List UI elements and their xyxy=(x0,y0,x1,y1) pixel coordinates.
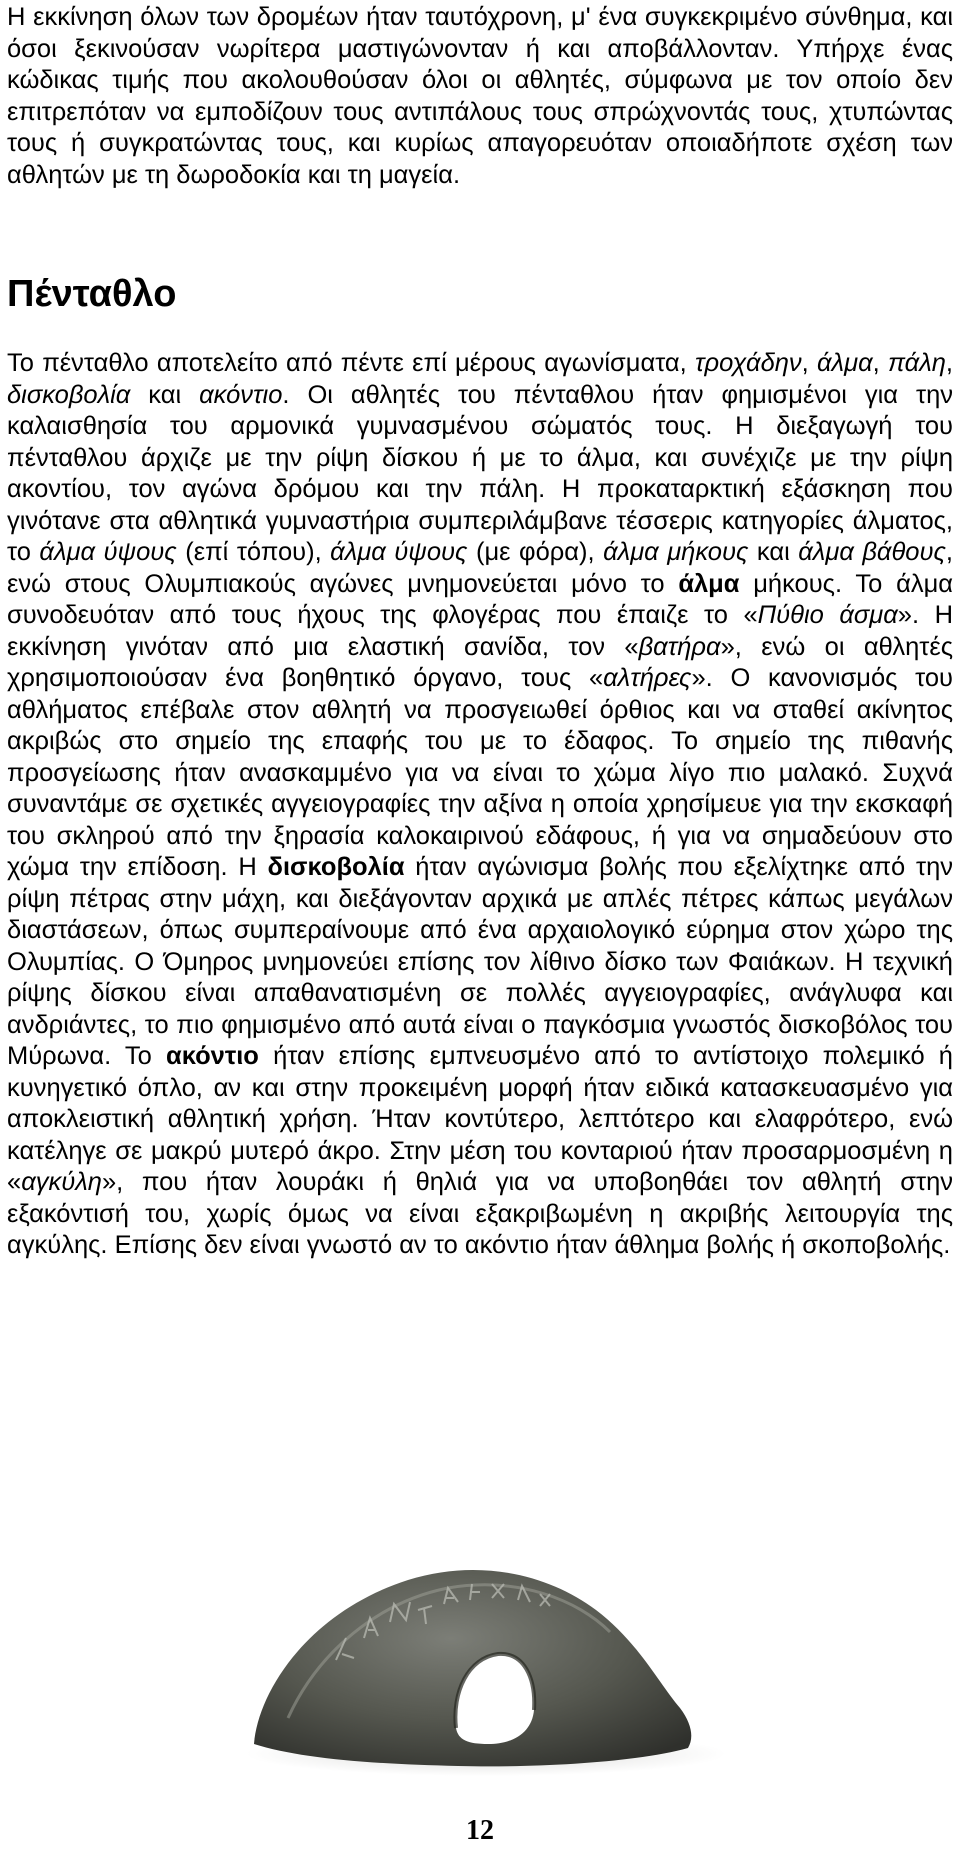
italic-term: άλμα ύψους xyxy=(330,538,468,566)
italic-term: άλμα μήκους xyxy=(603,538,749,566)
italic-term: πάλη xyxy=(887,349,946,377)
italic-term: αγκύλη xyxy=(21,1168,102,1196)
italic-term: δισκοβολία xyxy=(7,380,131,409)
italic-term: Πύθιο άσμα xyxy=(757,601,898,629)
text-run: », ενώ οι αθλητές χρησιμοποιούσαν ένα βοηθητικό όργανο, τους « xyxy=(7,632,953,692)
italic-term: αλτήρες xyxy=(603,664,692,692)
text-run: . Οι αθλητές του πένταθλου ήταν φημισμένοι για την καλαισθησία του αρμονικά γυμνασμένου σώματός τους. Η διεξαγωγή του πένταθλου άρχιζε με την ρίψη δίσκου ή με το άλμα, και συνέχιζε με την ρίψη ακοντίου, τον αγώνα δρόμου και την πάλη. Η προκαταρκτική εξάσκηση που γινότανε στα αθλητικά γυμναστήρια συμπεριλάμβανε τέσσερις κατηγορίες άλματος, το xyxy=(7,380,953,566)
bold-term: ακόντιο xyxy=(166,1042,259,1070)
text-run: », που ήταν λουράκι ή θηλιά για να υποβοηθάει τον αθλητή στην εξακόντισή του, χωρίς όμως να είναι εξακριβωμένη η ακριβής λειτουργία της αγκύλης. Επίσης δεν είναι γνωστό αν το ακόντιο ήταν άθλημα βολής ή σκοποβολής. xyxy=(7,1168,953,1259)
bold-term: άλμα xyxy=(678,569,740,598)
text-run: ». Η εκκίνηση γινόταν από μια ελαστική σανίδα, τον « xyxy=(7,601,953,661)
italic-term: βατήρα xyxy=(638,632,721,661)
jumping-weight-photo xyxy=(218,1482,742,1794)
text-run: ». Ο κανονισμός του αθλήματος επέβαλε στον αθλητή να προσγειωθεί όρθιος και να σταθεί ακίνητος ακριβώς στο σημείο της επαφής του με το έδαφος. Το σημείο της πιθανής προσγείωσης ήταν ανασκαμμένο για να είναι το χώμα λίγο πιο μαλακό. Συχνά συναντάμε σε σχετικές αγγειογραφίες την αξίνα η οποία χρησίμευε για την εκσκαφή του σκληρού από την ξηρασία καλοκαιρινού εδάφους, ή για να σημαδεύουν στο χώμα την επίδοση. Η xyxy=(7,664,953,881)
italic-term: άλμα βάθους xyxy=(798,538,946,566)
text-run: , xyxy=(872,349,888,377)
text-run: , ενώ στους Ολυμπιακούς αγώνες μνημονεύεται μόνο το xyxy=(7,538,954,598)
text-run: Το πένταθλο αποτελείτο από πέντε επί μέρους αγωνίσματα, xyxy=(7,349,695,377)
pentathlon-paragraph xyxy=(7,348,953,1262)
bold-term: δισκοβολία xyxy=(267,853,405,881)
text-run: και xyxy=(748,538,799,566)
text-run: (επί τόπου), xyxy=(176,538,331,566)
page-number: 12 xyxy=(466,1815,494,1846)
halter-stone-illustration xyxy=(218,1482,742,1794)
section-heading: Πένταθλο xyxy=(7,273,177,315)
text-run: ήταν αγώνισμα βολής που εξελίχτηκε από την ρίψη πέτρας στην μάχη, και διεξάγονταν αρχικά με απλές πέτρες κάπως μεγάλων διαστάσεων, όπως συμπεραίνουμε από ένα αρχαιολογικό εύρημα στον χώρο της Ολυμπίας. Ο Όμηρος μνημονεύει επίσης τον λίθινο δίσκο των Φαιάκων. Η τεχνική ρίψης δίσκου είναι απαθανατισμένη σε πολλές αγγειογραφίες, ανάγλυφα και ανδριάντες, το πιο φημισμένο από αυτά είναι ο παγκόσμια γνωστός δισκοβόλος του Μύρωνα. Το xyxy=(7,853,953,1070)
text-run: ήταν επίσης εμπνευσμένο από το αντίστοιχο πολεμικό ή κυνηγετικό όπλο, αν και στην προκειμένη μορφή ήταν ειδικά κατασκευασμένο για αποκλειστική αθλητική χρήση. Ήταν κοντύτερο, λεπτότερο και ελαφρότερο, ενώ κατέληγε σε μακρύ μυτερό άκρο. Στην μέση του κονταριού ήταν προσαρμοσμένη η « xyxy=(7,1042,953,1196)
italic-term: άλμα xyxy=(817,349,873,377)
intro-paragraph: Η εκκίνηση όλων των δρομέων ήταν ταυτόχρονη, μ' ένα συγκεκριμένο σύνθημα, και όσοι ξεκινούσαν νωρίτερα μαστιγώνονταν ή και αποβάλλονταν. Υπήρχε ένας κώδικας τιμής που ακολουθούσαν όλοι οι αθλητές, σύμφωνα με τον οποίο δεν επιτρεπόταν να εμποδίζουν τους αντιπάλους τους σπρώχνοντάς τους, χτυπώντας τους ή συγκρατώντας τους, και κυρίως απαγορευόταν οποιαδήποτε σχέση των αθλητών με τη δωροδοκία και τη μαγεία. xyxy=(7,3,953,189)
text-run: , xyxy=(801,349,817,377)
italic-term: τροχάδην xyxy=(694,349,802,377)
italic-term: άλμα ύψους xyxy=(39,538,177,566)
text-run: , xyxy=(945,349,954,377)
text-run: μήκους. Το άλμα συνοδευόταν από τους ήχους της φλογέρας που έπαιζε το « xyxy=(7,569,953,629)
text-run: και xyxy=(130,380,200,409)
text-run: (με φόρα), xyxy=(467,538,604,566)
italic-term: ακόντιο xyxy=(199,380,283,409)
